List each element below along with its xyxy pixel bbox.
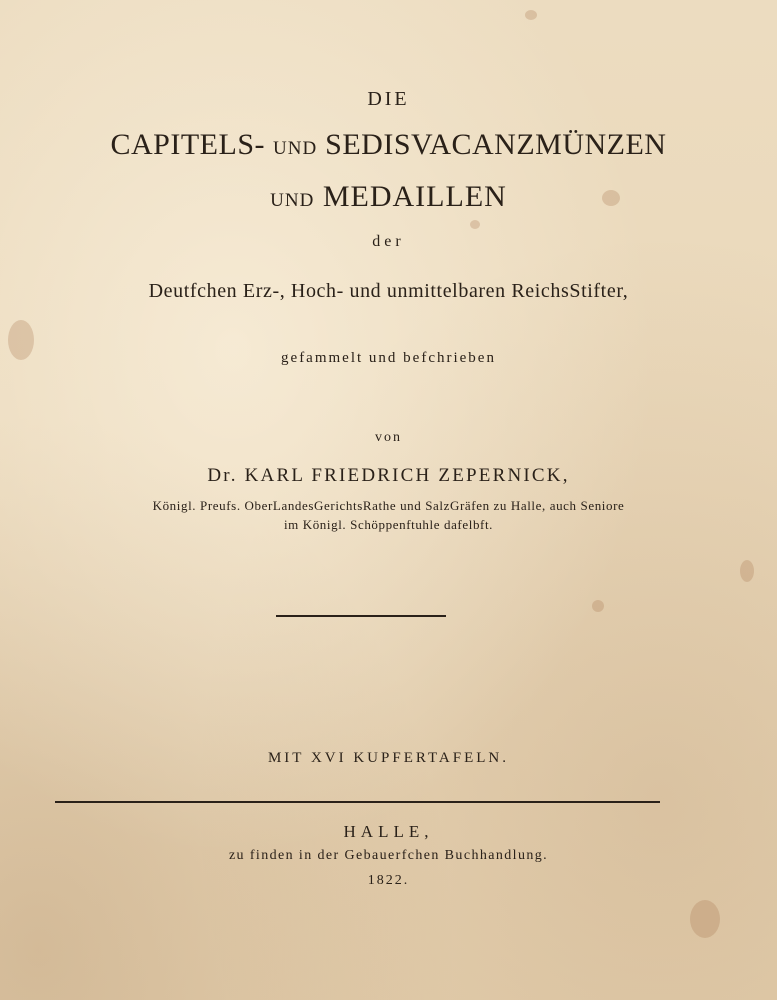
imprint-city: HALLE,	[343, 822, 434, 841]
main-title-part1: CAPITELS-	[110, 128, 265, 161]
subtitle-line: Deutfchen Erz-, Hoch- und unmittelbaren ReichsStifter,	[148, 280, 629, 302]
imprint-publisher: zu finden in der Gebauerfchen Buchhandlung.	[228, 848, 549, 863]
von-line: von	[375, 430, 402, 445]
author-office-line-1: Königl. Preufs. OberLandesGerichtsRathe und SalzGräfen zu Halle, auch Seniore	[152, 498, 625, 513]
der-line: der	[372, 233, 405, 250]
title-die: DIE	[367, 88, 410, 110]
short-divider-rule	[276, 615, 446, 617]
secondary-title	[0, 180, 777, 214]
foxing-spot	[470, 220, 480, 229]
imprint-year: 1822.	[367, 873, 410, 888]
author-name: Dr. KARL FRIEDRICH ZEPERNICK,	[207, 465, 570, 486]
foxing-spot	[690, 900, 720, 938]
main-title	[0, 128, 777, 162]
collected-line: gefammelt und befchrieben	[281, 350, 496, 366]
author-office-line-2: im Königl. Schöppenftuhle dafelbft.	[283, 517, 494, 532]
main-title-part2: SEDISVACANZMÜNZEN	[325, 128, 667, 161]
foxing-spot	[740, 560, 754, 582]
foxing-spot	[592, 600, 604, 612]
secondary-title-und: UND	[270, 190, 315, 211]
main-title-und: UND	[273, 138, 318, 159]
secondary-title-medaillen: MEDAILLEN	[322, 180, 507, 213]
foxing-spot	[525, 10, 537, 20]
plates-note: MIT XVI KUPFERTAFELN.	[267, 750, 510, 766]
long-divider-rule	[55, 801, 660, 803]
